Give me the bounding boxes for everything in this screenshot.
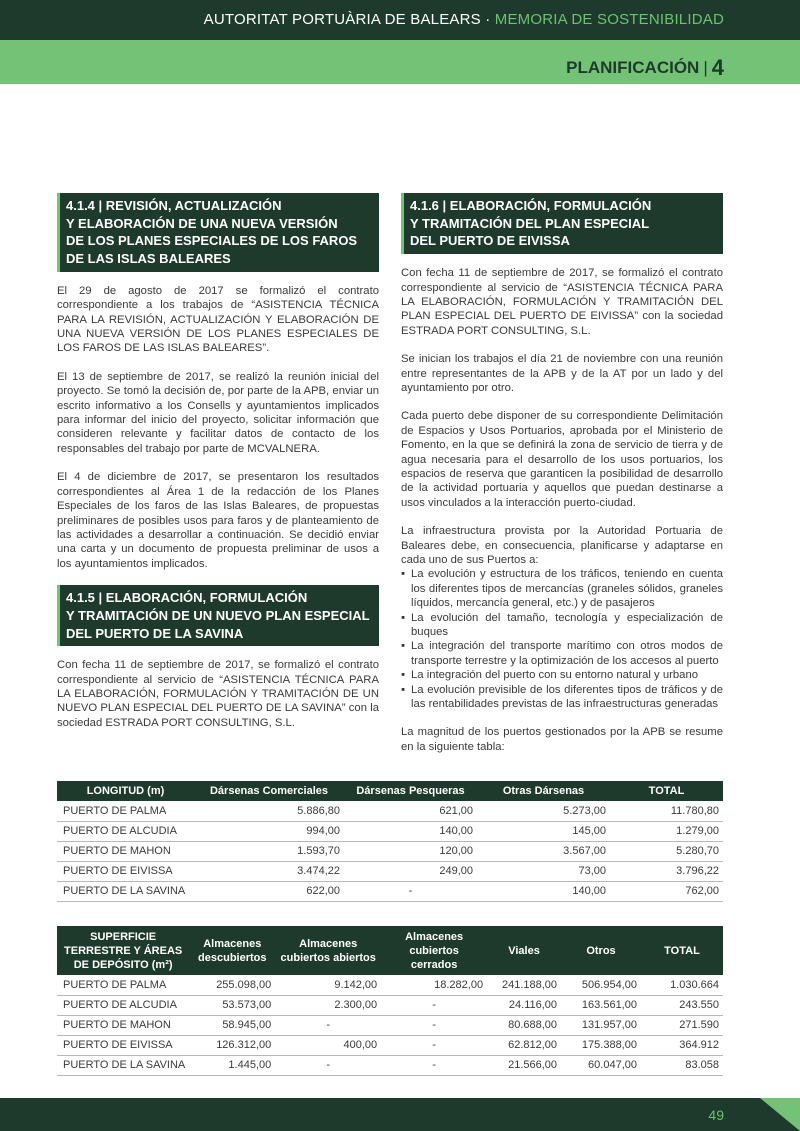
value-cell: 1.030.664: [641, 975, 723, 995]
value-cell: -: [344, 881, 477, 901]
value-cell: 73,00: [477, 861, 610, 881]
column-header: [487, 926, 561, 975]
table-row: [57, 1035, 723, 1055]
row-label-cell: PUERTO DE ALCUDIA: [57, 821, 194, 841]
header-line: descubiertos: [198, 951, 267, 964]
value-cell: 506.954,00: [561, 975, 641, 995]
section-bar: [0, 40, 800, 84]
value-cell: 3.567,00: [477, 841, 610, 861]
value-cell: 21.566,00: [487, 1055, 561, 1075]
value-cell: 9.142,00: [275, 975, 381, 995]
value-cell: 243.550: [641, 995, 723, 1015]
table-row: [57, 861, 723, 881]
heading-line: Y ELABORACIÓN DE UNA NUEVA VERSIÓN: [66, 215, 338, 231]
value-cell: 58.945,00: [189, 1015, 275, 1035]
table-header-row: [57, 926, 723, 975]
header-line: Viales: [508, 944, 540, 957]
column-header: [641, 926, 723, 975]
heading-line: 4.1.6 | ELABORACIÓN, FORMULACIÓN: [410, 198, 652, 213]
header-line: Almacenes: [299, 937, 358, 950]
table-row: [57, 995, 723, 1015]
value-cell: 1.445,00: [189, 1055, 275, 1075]
row-label-cell: PUERTO DE EIVISSA: [57, 1035, 189, 1055]
table-row: [57, 1015, 723, 1035]
section-title: PLANIFICACIÓN: [566, 58, 700, 77]
title-separator: ·: [480, 11, 495, 28]
paragraph: Se inician los trabajos el día 21 de noviembre con una reunión entre representantes de la APB y de la AT por un lado y del ayuntamiento por otro.: [401, 353, 723, 394]
heading-4-1-5: [57, 585, 379, 646]
paragraph: El 29 de agosto de 2017 se formalizó el contrato correspondiente a los trabajos de “ASISTENCIA TÉCNICA PARA LA REVISIÓN, ACTUALIZACIÓN Y ELABORACIÓN DE UNA NUEVA VERSIÓN DE LOS PLANES ESPECIALES DE LOS FAROS DE LAS ISLAS BALEARES”.: [57, 284, 379, 355]
value-cell: 1.279,00: [610, 821, 723, 841]
value-cell: 5.273,00: [477, 801, 610, 821]
table-row: [57, 975, 723, 995]
value-cell: 3.474,22: [194, 861, 344, 881]
column-header: [57, 926, 189, 975]
row-label-cell: PUERTO DE ALCUDIA: [57, 995, 189, 1015]
row-label-cell: PUERTO DE PALMA: [57, 975, 189, 995]
footer-corner-accent: [760, 1098, 800, 1131]
value-cell: 621,00: [344, 801, 477, 821]
value-cell: -: [275, 1015, 381, 1035]
row-label-cell: PUERTO DE LA SAVINA: [57, 881, 194, 901]
value-cell: 400,00: [275, 1035, 381, 1055]
column-header: TOTAL: [610, 781, 723, 801]
table-row: [57, 1055, 723, 1075]
table-row: [57, 881, 723, 901]
left-column: [57, 193, 379, 744]
header-line: cubiertos cerrados: [409, 944, 459, 971]
value-cell: 163.561,00: [561, 995, 641, 1015]
value-cell: 83.058: [641, 1055, 723, 1075]
section-separator: |: [703, 58, 708, 77]
longitud-table: [57, 781, 723, 902]
value-cell: 249,00: [344, 861, 477, 881]
value-cell: 1.593,70: [194, 841, 344, 861]
heading-line: 4.1.4 | REVISIÓN, ACTUALIZACIÓN: [66, 198, 282, 213]
table-header-row: [57, 781, 723, 801]
value-cell: 80.688,00: [487, 1015, 561, 1035]
value-cell: 11.780,80: [610, 801, 723, 821]
heading-line: 4.1.5 | ELABORACIÓN, FORMULACIÓN: [66, 590, 308, 606]
footer-bar: [0, 1098, 800, 1131]
column-header: [381, 926, 487, 975]
column-header: [275, 926, 381, 975]
value-cell: 126.312,00: [189, 1035, 275, 1055]
heading-line: DE LOS PLANES ESPECIALES DE LOS FAROS: [66, 233, 358, 249]
heading-line: DEL PUERTO DE LA SAVINA: [66, 625, 244, 641]
header-line: cubiertos abiertos: [280, 951, 376, 964]
list-item: ▪ La integración del transporte marítimo con otros modos de transporte terrestre y la optimización de los accesos al puerto: [401, 639, 723, 668]
value-cell: 60.047,00: [561, 1055, 641, 1075]
header-line: Almacenes: [405, 930, 464, 943]
heading-4-1-4: [57, 193, 379, 272]
row-label-cell: PUERTO DE MAHON: [57, 1015, 189, 1035]
value-cell: 762,00: [610, 881, 723, 901]
value-cell: 271.590: [641, 1015, 723, 1035]
list-item: ▪ La integración del puerto con su entorno natural y urbano: [401, 668, 723, 682]
list-item: ▪ La evolución del tamaño, tecnología y especialización de buques: [401, 611, 723, 640]
row-label-cell: PUERTO DE EIVISSA: [57, 861, 194, 881]
value-cell: -: [381, 1015, 487, 1035]
table-row: [57, 821, 723, 841]
value-cell: 175.388,00: [561, 1035, 641, 1055]
value-cell: 2.300,00: [275, 995, 381, 1015]
value-cell: 53.573,00: [189, 995, 275, 1015]
heading-line: DEL PUERTO DE EIVISSA: [410, 233, 570, 249]
value-cell: 5.886,80: [194, 801, 344, 821]
value-cell: 364.912: [641, 1035, 723, 1055]
header-line: TOTAL: [664, 944, 700, 957]
value-cell: -: [381, 1055, 487, 1075]
paragraph: La magnitud de los puertos gestionados por la APB se resume en la siguiente tabla:: [401, 726, 723, 753]
heading-line: Y TRAMITACIÓN DE UN NUEVO PLAN ESPECIAL: [66, 607, 370, 623]
paragraph: El 13 de septiembre de 2017, se realizó la reunión inicial del proyecto. Se tomó la decisión de, por parte de la APB, enviar un escrito informativo a los Consells y ayuntamientos implicados para informar del inicio del proyecto, solicitar información que consideren relevante y facilitar datos de contacto de los responsables del trabajo por parte de MCVALNERA.: [57, 370, 379, 455]
header-line: DE DEPÓSITO (m²): [73, 958, 173, 971]
header-line: SUPERFICIE: [90, 930, 157, 943]
value-cell: 241.188,00: [487, 975, 561, 995]
value-cell: 18.282,00: [381, 975, 487, 995]
row-label-cell: PUERTO DE PALMA: [57, 801, 194, 821]
value-cell: 24.116,00: [487, 995, 561, 1015]
table-row: [57, 801, 723, 821]
section-label: [566, 53, 724, 79]
paragraph: La infraestructura provista por la Autoridad Portuaria de Baleares debe, en consecuencia, planificarse y adaptarse en cada uno de sus Puertos a:: [401, 525, 723, 567]
row-label-cell: PUERTO DE MAHON: [57, 841, 194, 861]
column-header: LONGITUD (m): [57, 781, 194, 801]
heading-4-1-6: [401, 193, 723, 254]
paragraph: Con fecha 11 de septiembre de 2017, se formalizó el contrato correspondiente al servicio de “ASISTENCIA TÉCNICA PARA LA ELABORACIÓN, FORMULACIÓN Y TRAMITACIÓN DE UN NUEVO PLAN ESPECIAL DEL PUERTO DE LA SAVINA” con la sociedad ESTRADA PORT CONSULTING, S.L.: [57, 659, 379, 729]
value-cell: 622,00: [194, 881, 344, 901]
value-cell: 3.796,22: [610, 861, 723, 881]
column-header: [561, 926, 641, 975]
row-label-cell: PUERTO DE LA SAVINA: [57, 1055, 189, 1075]
header-line: Almacenes: [203, 937, 262, 950]
value-cell: -: [381, 995, 487, 1015]
list-item: ▪ La evolución y estructura de los tráficos, teniendo en cuenta los diferentes tipos de mercancías (graneles sólidos, graneles líquidos, mercancía general, etc.) y de pasajeros: [401, 567, 723, 610]
value-cell: 145,00: [477, 821, 610, 841]
column-header: Dársenas Comerciales: [194, 781, 344, 801]
value-cell: 62.812,00: [487, 1035, 561, 1055]
bullet-list: [401, 567, 723, 711]
value-cell: 131.957,00: [561, 1015, 641, 1035]
report-name: MEMORIA DE SOSTENIBILIDAD: [494, 11, 724, 28]
right-column: [401, 193, 723, 768]
paragraph: El 4 de diciembre de 2017, se presentaron los resultados correspondientes al Área 1 de la redacción de los Planes Especiales de los faros de las Islas Baleares, de propuestas preliminares de posibles usos para faros y de planteamiento de las actividades a desarrollar a continuación. Se decidió enviar una carta y un documento de propuesta preliminar de usos a los ayuntamientos implicados.: [57, 471, 379, 570]
page-number: 49: [708, 1107, 724, 1123]
value-cell: 140,00: [477, 881, 610, 901]
value-cell: 255.098,00: [189, 975, 275, 995]
heading-line: DE LAS ISLAS BALEARES: [66, 251, 231, 267]
value-cell: 140,00: [344, 821, 477, 841]
value-cell: 120,00: [344, 841, 477, 861]
top-header-bar: [0, 0, 800, 40]
column-header: Otras Dársenas: [477, 781, 610, 801]
paragraph: Con fecha 11 de septiembre de 2017, se formalizó el contrato correspondiente al servicio de “ASISTENCIA TÉCNICA PARA LA ELABORACIÓN, FORMULACIÓN Y TRAMITACIÓN DEL PLAN ESPECIAL DEL PUERTO DE EIVISSA” con la sociedad ESTRADA PORT CONSULTING, S.L.: [401, 267, 723, 337]
superficie-table: [57, 926, 723, 1076]
header-line: TERRESTRE Y ÁREAS: [64, 944, 183, 957]
list-item: ▪ La evolución previsible de los diferentes tipos de tráficos y de las rentabilidades previstas de las infraestructuras generadas: [401, 683, 723, 712]
section-number: 4: [711, 55, 724, 80]
paragraph: Cada puerto debe disponer de su correspondiente Delimitación de Espacios y Usos Portuarios, aprobada por el Ministerio de Fomento, en la que se definirá la zona de servicio de tierra y de agua necesaria para el desarrollo de los usos portuarios, los espacios de reserva que garanticen la posibilidad de desarrollo de la actividad portuaria y aquellos que puedan destinarse a usos vinculados a la interacción puerto-ciudad.: [401, 410, 723, 509]
column-header: Dársenas Pesqueras: [344, 781, 477, 801]
table-row: [57, 841, 723, 861]
value-cell: -: [381, 1035, 487, 1055]
header-line: Otros: [586, 944, 616, 957]
org-name: AUTORITAT PORTUÀRIA DE BALEARS: [203, 11, 481, 28]
heading-line: Y TRAMITACIÓN DEL PLAN ESPECIAL: [410, 215, 650, 231]
document-title: [204, 11, 724, 28]
value-cell: 994,00: [194, 821, 344, 841]
value-cell: -: [275, 1055, 381, 1075]
value-cell: 5.280,70: [610, 841, 723, 861]
column-header: [189, 926, 275, 975]
